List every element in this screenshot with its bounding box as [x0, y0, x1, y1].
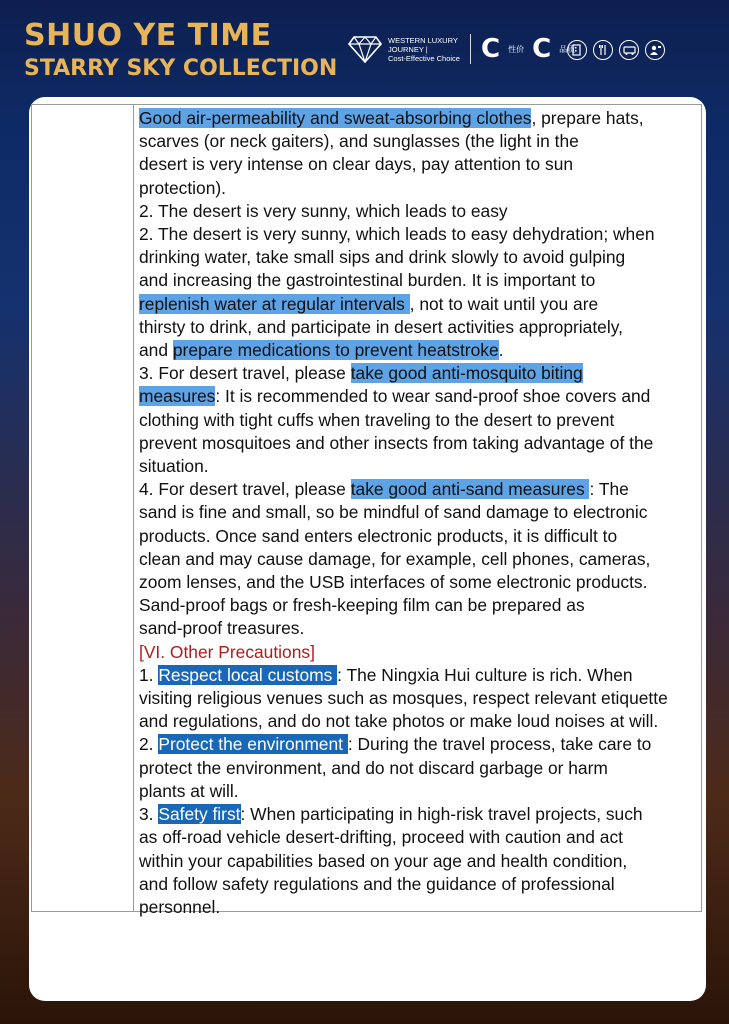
brand-subtitle: STARRY SKY COLLECTION [24, 56, 338, 81]
highlight: Good air-permeability and sweat-absorbing clothes [139, 108, 532, 128]
table-column-divider [133, 104, 134, 912]
text-line: scarves (or neck gaiters), and sunglasses (the light in the [139, 131, 579, 152]
highlight: prepare medications to prevent heatstroke [172, 340, 499, 361]
text-line: 1. Respect local customs : The Ningxia Hui culture is rich. When [139, 664, 633, 685]
highlight: take good anti-mosquito biting [350, 363, 583, 384]
text-line: and follow safety regulations and the guidance of professional [139, 873, 615, 894]
text-line: 2. The desert is very sunny, which leads to easy dehydration; when [139, 224, 655, 245]
text-line: protection). [139, 177, 226, 198]
text-line: 4. For desert travel, please take good anti-sand measures : The [139, 479, 629, 500]
text-line: 2. Protect the environment : During the travel process, take care to [139, 734, 652, 755]
text-line: Sand-proof bags or fresh-keeping film can be prepared as [139, 595, 585, 616]
precautions-text [139, 107, 705, 919]
dining-icon [593, 40, 613, 60]
text-line: zoom lenses, and the USB interfaces of some electronic products. [139, 572, 648, 593]
text-line: replenish water at regular intervals , not to wait until you are [139, 293, 599, 314]
diamond-icon [348, 35, 382, 63]
text-line: within your capabilities based on your age and health condition, [139, 850, 628, 871]
text-line: personnel. [139, 896, 221, 917]
text-line: sand is fine and small, so be mindful of sand damage to electronic [139, 502, 648, 523]
text-line: and prepare medications to prevent heatstroke. [139, 340, 504, 361]
text-line: desert is very intense on clear days, pay attention to sun [139, 154, 574, 175]
text-line: visiting religious venues such as mosques, respect relevant etiquette [139, 688, 668, 709]
highlight: take good anti-sand measures [350, 479, 590, 500]
text-line: plants at will. [139, 780, 239, 801]
highlight-dark: Protect the environment [158, 734, 348, 755]
text-line: products. Once sand enters electronic products, it is difficult to [139, 525, 618, 546]
highlight: replenish water at regular intervals [139, 293, 410, 314]
text-line: Good air-permeability and sweat-absorbing clothes, prepare hats, [139, 108, 644, 128]
text-line: prevent mosquitoes and other insects from taking advantage of the [139, 432, 654, 453]
brand-title: SHUO YE TIME [24, 18, 272, 53]
text-line: sand-proof treasures. [139, 618, 305, 639]
text-line: clean and may cause damage, for example, cell phones, cameras, [139, 548, 651, 569]
hotel-icon [567, 40, 587, 60]
text-line: 3. Safety first: When participating in high-risk travel projects, such [139, 804, 643, 825]
cc-logo-small: 品质 [559, 44, 576, 54]
cc-logo-small: 性价 [508, 44, 525, 54]
text-line: and increasing the gastrointestinal burden. It is important to [139, 270, 596, 291]
text-line: as off-road vehicle desert-drifting, proceed with caution and act [139, 827, 623, 848]
cc-logo-letter: C [480, 34, 501, 64]
text-line: situation. [139, 456, 209, 477]
text-line: clothing with tight cuffs when traveling to the desert to prevent [139, 409, 615, 430]
text-line: and regulations, and do not take photos or make loud noises at will. [139, 711, 659, 732]
text-line: 3. For desert travel, please take good anti-mosquito biting [139, 363, 583, 384]
text-line: thirsty to drink, and participate in desert activities appropriately, [139, 316, 623, 337]
text-line: 2. The desert is very sunny, which leads to easy [139, 200, 508, 221]
highlight-dark: Safety first [158, 804, 241, 825]
page-header [0, 0, 729, 100]
text-line: measures: It is recommended to wear sand-proof shoe covers and [139, 386, 651, 407]
bus-icon [619, 40, 639, 60]
highlight: measures [139, 386, 216, 407]
section-heading: [VI. Other Precautions] [139, 641, 315, 662]
guide-icon [645, 40, 665, 60]
cc-logo-letter: C [532, 34, 552, 64]
partner-logo [348, 34, 577, 64]
text-line: drinking water, take small sips and drink slowly to avoid gulping [139, 247, 626, 268]
logo-tagline: WESTERN LUXURY JOURNEY | Cost-Effective Choice [388, 35, 460, 63]
text-line: protect the environment, and do not discard garbage or harm [139, 757, 608, 778]
logo-divider [470, 34, 471, 64]
service-icons [567, 40, 665, 60]
highlight-dark: Respect local customs [158, 664, 338, 685]
